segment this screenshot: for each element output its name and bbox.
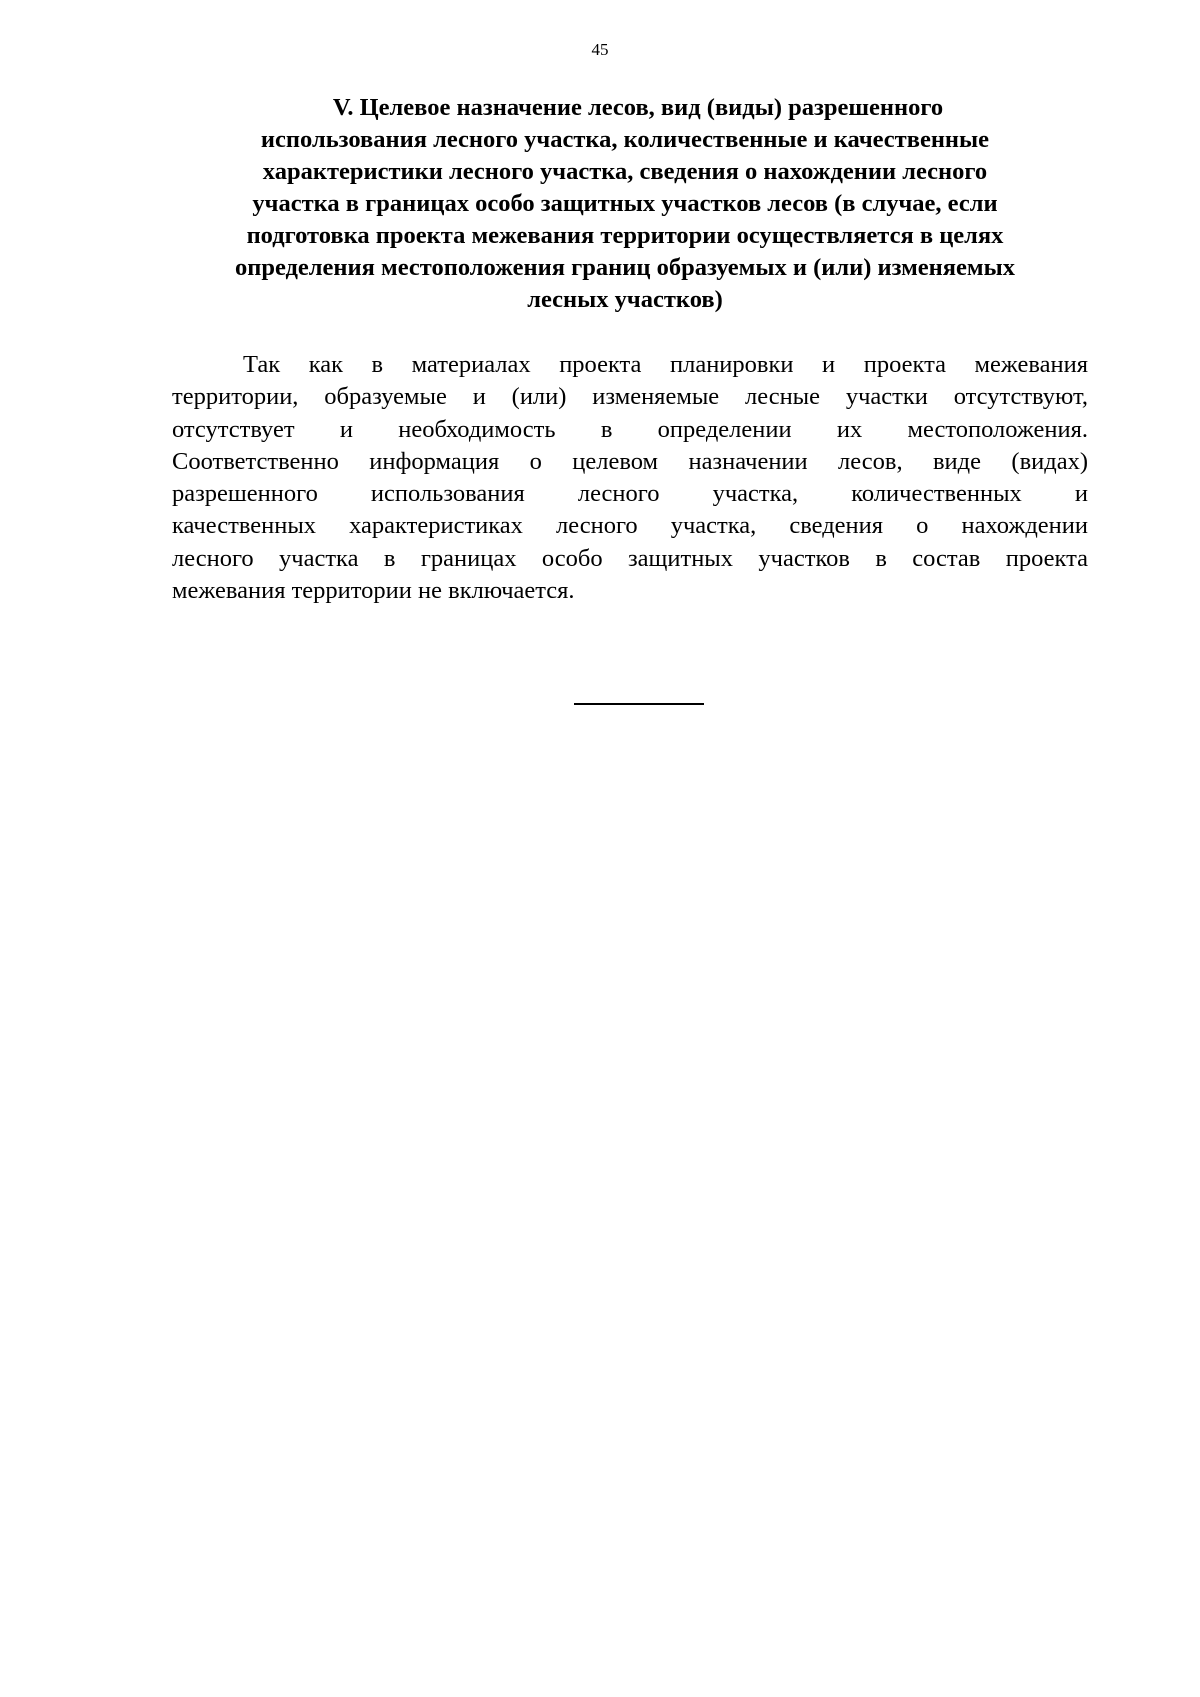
paragraph-line: лесного участка в границах особо защитных участков в состав проекта — [172, 544, 1088, 572]
paragraph-line: межевания территории не включается. — [172, 577, 575, 605]
heading-line: использования лесного участка, количественные и качественные — [260, 126, 990, 153]
paragraph-line: Соответственно информация о целевом назначении лесов, виде (видах) — [172, 447, 1088, 475]
end-divider — [574, 703, 704, 705]
section-heading — [170, 92, 1080, 316]
heading-line: характеристики лесного участка, сведения о нахождении лесного — [262, 158, 988, 185]
paragraph-line: территории, образуемые и (или) изменяемые лесные участки отсутствуют, — [172, 383, 1088, 411]
heading-line: подготовка проекта межевания территории осуществляется в целях — [246, 222, 1004, 249]
body-paragraph — [172, 349, 1088, 607]
paragraph-line: отсутствует и необходимость в определении их местоположения. — [172, 415, 1088, 443]
paragraph-line: Так как в материалах проекта планировки и проекта межевания — [243, 351, 1088, 378]
paragraph-line: разрешенного использования лесного участка, количественных и — [172, 480, 1088, 508]
heading-line: V. Целевое назначение лесов, вид (виды) разрешенного — [332, 94, 944, 121]
heading-line: участка в границах особо защитных участков лесов (в случае, если — [252, 190, 998, 217]
heading-line: лесных участков) — [527, 286, 723, 313]
page-number: 45 — [591, 40, 609, 59]
heading-line: определения местоположения границ образуемых и (или) изменяемых — [235, 254, 1015, 281]
paragraph-line: качественных характеристиках лесного участка, сведения о нахождении — [172, 512, 1088, 540]
